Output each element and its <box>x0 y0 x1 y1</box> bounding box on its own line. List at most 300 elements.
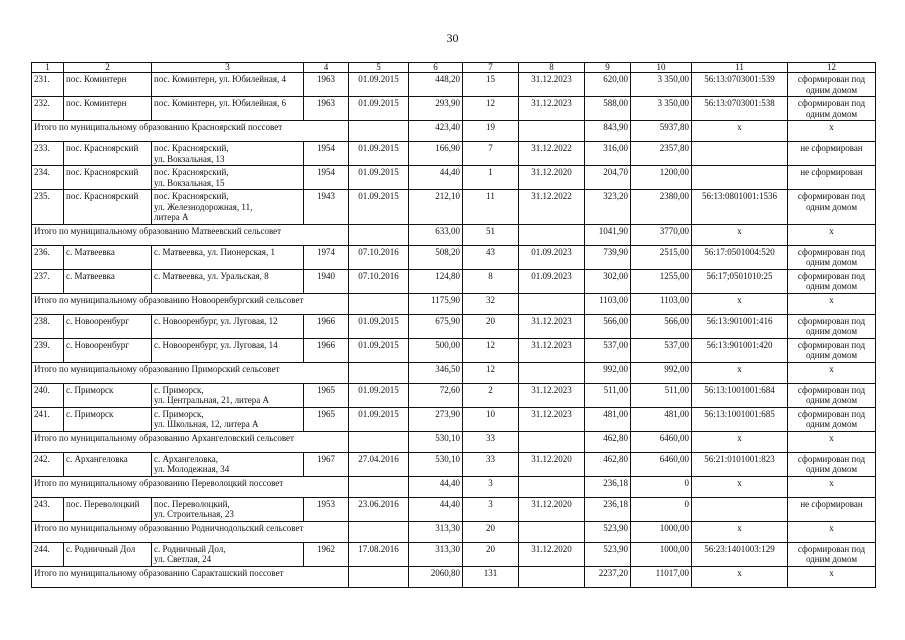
total-residents: 51 <box>463 224 519 245</box>
residents-count: 12 <box>463 97 519 121</box>
cadastre-number <box>692 166 788 190</box>
residents-count: 1 <box>463 166 519 190</box>
area-value: 530,10 <box>409 452 463 476</box>
land-status: не сформирован <box>788 142 876 166</box>
recognition-date: 27.04.2016 <box>349 452 409 476</box>
total-amount: 1103,00 <box>631 293 692 314</box>
area-value: 44,40 <box>409 497 463 521</box>
deadline-date: 31.12.2023 <box>519 314 585 338</box>
cadastre-number: 56:13:901001:420 <box>692 338 788 362</box>
settlement-name: пос. Красноярский <box>64 166 152 190</box>
total-residents: 12 <box>463 362 519 383</box>
column-number: 9 <box>585 63 631 73</box>
address-line: ул. Светлая, 24 <box>154 554 212 564</box>
address-line: с. Архангеловка, <box>154 453 218 464</box>
cost-value: 236,18 <box>585 497 631 521</box>
land-status: сформирован под одним домом <box>788 190 876 225</box>
settlement-name: пос. Красноярский <box>64 142 152 166</box>
total-cost: 523,90 <box>585 521 631 542</box>
row-number: 239. <box>32 338 64 362</box>
residents-count: 33 <box>463 452 519 476</box>
address-line: пос. Красноярский, <box>154 143 229 153</box>
total-status: х <box>788 431 876 452</box>
deadline-date: 31.12.2020 <box>519 452 585 476</box>
residents-count: 15 <box>463 73 519 97</box>
land-status: сформирован под одним домом <box>788 245 876 269</box>
empty-cell <box>519 362 585 383</box>
residents-count: 10 <box>463 407 519 431</box>
build-year: 1974 <box>304 245 349 269</box>
land-status: сформирован под одним домом <box>788 452 876 476</box>
settlement-name: с. Матвеевка <box>64 269 152 293</box>
table-row <box>32 269 876 293</box>
row-number: 240. <box>32 383 64 407</box>
amount-value: 511,00 <box>631 383 692 407</box>
row-number: 234. <box>32 166 64 190</box>
amount-value: 1255,00 <box>631 269 692 293</box>
residents-count: 3 <box>463 497 519 521</box>
page-number: 30 <box>446 31 459 45</box>
row-number: 237. <box>32 269 64 293</box>
total-row <box>32 476 876 497</box>
cost-value: 204,70 <box>585 166 631 190</box>
total-cadastre: х <box>692 224 788 245</box>
deadline-date: 01.09.2023 <box>519 245 585 269</box>
cost-value: 739,90 <box>585 245 631 269</box>
recognition-date: 01.09.2015 <box>349 338 409 362</box>
total-cost: 462,80 <box>585 431 631 452</box>
address-line: ул. Школьная, 12, литера А <box>154 419 259 429</box>
total-row <box>32 362 876 383</box>
column-number: 11 <box>692 63 788 73</box>
total-amount: 3770,00 <box>631 224 692 245</box>
cost-value: 523,90 <box>585 542 631 566</box>
build-year: 1965 <box>304 407 349 431</box>
residents-count: 43 <box>463 245 519 269</box>
total-status: х <box>788 476 876 497</box>
total-amount: 0 <box>631 476 692 497</box>
table-row <box>32 190 876 225</box>
address-cell <box>152 407 304 431</box>
table-row <box>32 338 876 362</box>
column-number: 7 <box>463 63 519 73</box>
cadastre-number: 56:17;0501010:25 <box>692 269 788 293</box>
deadline-date: 31.12.2020 <box>519 542 585 566</box>
amount-value: 1000,00 <box>631 542 692 566</box>
address-line: пос. Переволоцкий, <box>154 498 230 509</box>
cost-value: 588,00 <box>585 97 631 121</box>
row-number: 238. <box>32 314 64 338</box>
total-amount: 5937,80 <box>631 121 692 142</box>
deadline-date: 31.12.2023 <box>519 338 585 362</box>
row-number: 235. <box>32 190 64 225</box>
cost-value: 316,00 <box>585 142 631 166</box>
total-amount: 1000,00 <box>631 521 692 542</box>
address-cell <box>152 314 304 338</box>
address-cell <box>152 190 304 225</box>
total-cost: 1103,00 <box>585 293 631 314</box>
total-status: х <box>788 121 876 142</box>
recognition-date: 07.10.2016 <box>349 245 409 269</box>
table-row <box>32 166 876 190</box>
area-value: 273,90 <box>409 407 463 431</box>
deadline-date: 31.12.2023 <box>519 73 585 97</box>
total-row <box>32 121 876 142</box>
address-cell <box>152 269 304 293</box>
area-value: 313,30 <box>409 542 463 566</box>
amount-value: 2357,80 <box>631 142 692 166</box>
amount-value: 537,00 <box>631 338 692 362</box>
residents-count: 20 <box>463 314 519 338</box>
table-row <box>32 407 876 431</box>
build-year: 1966 <box>304 314 349 338</box>
total-cost: 1041,90 <box>585 224 631 245</box>
total-area: 2060,80 <box>409 566 463 587</box>
cost-value: 566,00 <box>585 314 631 338</box>
total-cost: 236,18 <box>585 476 631 497</box>
deadline-date: 31.12.2020 <box>519 166 585 190</box>
table-row <box>32 314 876 338</box>
cost-value: 620,00 <box>585 73 631 97</box>
address-line: с. Новооренбург, ул. Луговая, 14 <box>154 339 278 350</box>
address-line: пос. Красноярский, <box>154 191 229 201</box>
total-residents: 19 <box>463 121 519 142</box>
table-body <box>32 63 876 588</box>
column-number-row <box>32 63 876 73</box>
table-row <box>32 97 876 121</box>
total-label: Итого по муниципальному образованию Новооренбургский сельсовет <box>32 293 349 314</box>
total-area: 313,30 <box>409 521 463 542</box>
empty-cell <box>519 476 585 497</box>
table-row <box>32 452 876 476</box>
address-line: ул. Вокзальная, 13 <box>154 153 225 164</box>
column-number: 1 <box>32 63 64 73</box>
cost-value: 537,00 <box>585 338 631 362</box>
address-line: ул. Железнодорожная, 11, <box>154 201 253 212</box>
empty-cell <box>349 566 409 587</box>
address-line: пос. Коминтерн, ул. Юбилейная, 6 <box>154 98 286 108</box>
recognition-date: 17.08.2016 <box>349 542 409 566</box>
total-cadastre: х <box>692 476 788 497</box>
address-line: ул. Молодежная, 34 <box>154 464 230 474</box>
total-cadastre: х <box>692 521 788 542</box>
empty-cell <box>519 121 585 142</box>
address-line: с. Родничный Дол, <box>154 543 226 554</box>
column-number: 2 <box>64 63 152 73</box>
total-label: Итого по муниципальному образованию Приморский сельсовет <box>32 362 349 383</box>
table-row <box>32 497 876 521</box>
address-line: с. Приморск, <box>154 384 204 395</box>
build-year: 1966 <box>304 338 349 362</box>
settlement-name: с. Матвеевка <box>64 245 152 269</box>
total-status: х <box>788 566 876 587</box>
build-year: 1963 <box>304 97 349 121</box>
cadastre-number: 56:13:0703001:538 <box>692 97 788 121</box>
column-number: 6 <box>409 63 463 73</box>
build-year: 1954 <box>304 166 349 190</box>
row-number: 243. <box>32 497 64 521</box>
area-value: 212,10 <box>409 190 463 225</box>
row-number: 241. <box>32 407 64 431</box>
settlement-name: с. Приморск <box>64 407 152 431</box>
total-cadastre: х <box>692 566 788 587</box>
empty-cell <box>519 431 585 452</box>
recognition-date: 01.09.2015 <box>349 97 409 121</box>
total-label: Итого по муниципальному образованию Матвеевский сельсовет <box>32 224 349 245</box>
area-value: 448,20 <box>409 73 463 97</box>
total-label: Итого по муниципальному образованию Родничнодольский сельсовет <box>32 521 349 542</box>
empty-cell <box>519 224 585 245</box>
build-year: 1963 <box>304 73 349 97</box>
total-label: Итого по муниципальному образованию Красноярский поссовет <box>32 121 349 142</box>
cadastre-number: 56:13:1001001:685 <box>692 407 788 431</box>
address-line: ул. Вокзальная, 15 <box>154 177 225 188</box>
total-area: 633,00 <box>409 224 463 245</box>
empty-cell <box>519 293 585 314</box>
deadline-date: 31.12.2023 <box>519 383 585 407</box>
empty-cell <box>349 224 409 245</box>
row-number: 231. <box>32 73 64 97</box>
amount-value: 1200,00 <box>631 166 692 190</box>
area-value: 500,00 <box>409 338 463 362</box>
amount-value: 6460,00 <box>631 452 692 476</box>
row-number: 236. <box>32 245 64 269</box>
total-status: х <box>788 362 876 383</box>
total-cost: 2237,20 <box>585 566 631 587</box>
area-value: 508,20 <box>409 245 463 269</box>
address-cell <box>152 542 304 566</box>
total-amount: 11017,00 <box>631 566 692 587</box>
total-cadastre: х <box>692 362 788 383</box>
area-value: 72,60 <box>409 383 463 407</box>
empty-cell <box>349 521 409 542</box>
column-number: 10 <box>631 63 692 73</box>
row-number: 242. <box>32 452 64 476</box>
total-row <box>32 293 876 314</box>
address-cell <box>152 166 304 190</box>
total-amount: 6460,00 <box>631 431 692 452</box>
deadline-date: 31.12.2020 <box>519 497 585 521</box>
column-number: 5 <box>349 63 409 73</box>
build-year: 1967 <box>304 452 349 476</box>
address-line: ул. Строительная, 23 <box>154 509 234 519</box>
amount-value: 481,00 <box>631 407 692 431</box>
address-line: ул. Центральная, 21, литера А <box>154 395 270 405</box>
recognition-date: 01.09.2015 <box>349 73 409 97</box>
area-value: 675,90 <box>409 314 463 338</box>
land-status: сформирован под одним домом <box>788 542 876 566</box>
deadline-date: 31.12.2023 <box>519 407 585 431</box>
address-line: пос. Коминтерн, ул. Юбилейная, 4 <box>154 74 286 84</box>
area-value: 44,40 <box>409 166 463 190</box>
cost-value: 323,20 <box>585 190 631 225</box>
build-year: 1962 <box>304 542 349 566</box>
settlement-name: пос. Коминтерн <box>64 97 152 121</box>
cadastre-number: 56:13:0703001:539 <box>692 73 788 97</box>
residents-count: 11 <box>463 190 519 225</box>
address-line: с. Приморск, <box>154 408 204 419</box>
total-label: Итого по муниципальному образованию Саракташский поссовет <box>32 566 349 587</box>
cost-value: 302,00 <box>585 269 631 293</box>
build-year: 1965 <box>304 383 349 407</box>
recognition-date: 01.09.2015 <box>349 383 409 407</box>
address-line: с. Матвеевка, ул. Уральская, 8 <box>154 270 269 281</box>
deadline-date: 31.12.2022 <box>519 142 585 166</box>
empty-cell <box>519 521 585 542</box>
housing-register-table <box>31 62 876 588</box>
amount-value: 3 350,00 <box>631 73 692 97</box>
address-cell <box>152 245 304 269</box>
build-year: 1954 <box>304 142 349 166</box>
cost-value: 511,00 <box>585 383 631 407</box>
total-amount: 992,00 <box>631 362 692 383</box>
column-number: 12 <box>788 63 876 73</box>
amount-value: 566,00 <box>631 314 692 338</box>
total-label: Итого по муниципальному образованию Архангеловский сельсовет <box>32 431 349 452</box>
recognition-date: 01.09.2015 <box>349 142 409 166</box>
settlement-name: с. Родничный Дол <box>64 542 152 566</box>
address-cell <box>152 383 304 407</box>
settlement-name: с. Приморск <box>64 383 152 407</box>
cadastre-number: 56:17:0501004:520 <box>692 245 788 269</box>
settlement-name: с. Архангеловка <box>64 452 152 476</box>
total-area: 1175,90 <box>409 293 463 314</box>
recognition-date: 01.09.2015 <box>349 166 409 190</box>
build-year: 1953 <box>304 497 349 521</box>
land-status: сформирован под одним домом <box>788 269 876 293</box>
empty-cell <box>349 293 409 314</box>
cadastre-number: 56:21:0101001:823 <box>692 452 788 476</box>
area-value: 293,90 <box>409 97 463 121</box>
land-status: не сформирован <box>788 497 876 521</box>
address-line: с. Новооренбург, ул. Луговая, 12 <box>154 315 278 326</box>
total-cadastre: х <box>692 121 788 142</box>
total-cost: 992,00 <box>585 362 631 383</box>
address-line: литера А <box>154 212 189 222</box>
total-row <box>32 224 876 245</box>
cost-value: 481,00 <box>585 407 631 431</box>
total-residents: 3 <box>463 476 519 497</box>
recognition-date: 01.09.2015 <box>349 314 409 338</box>
land-status: не сформирован <box>788 166 876 190</box>
total-residents: 131 <box>463 566 519 587</box>
address-line: пос. Красноярский, <box>154 167 229 177</box>
land-status: сформирован под одним домом <box>788 314 876 338</box>
column-number: 8 <box>519 63 585 73</box>
table-row <box>32 142 876 166</box>
address-cell <box>152 497 304 521</box>
column-number: 4 <box>304 63 349 73</box>
area-value: 124,80 <box>409 269 463 293</box>
total-area: 530,10 <box>409 431 463 452</box>
residents-count: 7 <box>463 142 519 166</box>
empty-cell <box>349 476 409 497</box>
land-status: сформирован под одним домом <box>788 97 876 121</box>
recognition-date: 23.06.2016 <box>349 497 409 521</box>
amount-value: 2380,00 <box>631 190 692 225</box>
cadastre-number: 56:13:1001001:684 <box>692 383 788 407</box>
amount-value: 3 350,00 <box>631 97 692 121</box>
settlement-name: пос. Красноярский <box>64 190 152 225</box>
area-value: 166,90 <box>409 142 463 166</box>
empty-cell <box>349 362 409 383</box>
settlement-name: с. Новооренбург <box>64 338 152 362</box>
land-status: сформирован под одним домом <box>788 73 876 97</box>
deadline-date: 31.12.2022 <box>519 190 585 225</box>
total-row <box>32 566 876 587</box>
settlement-name: с. Новооренбург <box>64 314 152 338</box>
cost-value: 462,80 <box>585 452 631 476</box>
address-line: с. Матвеевка, ул. Пионерская, 1 <box>154 246 275 257</box>
build-year: 1940 <box>304 269 349 293</box>
cadastre-number: 56:13:901001:416 <box>692 314 788 338</box>
table-row <box>32 73 876 97</box>
settlement-name: пос. Коминтерн <box>64 73 152 97</box>
residents-count: 20 <box>463 542 519 566</box>
land-status: сформирован под одним домом <box>788 383 876 407</box>
row-number: 233. <box>32 142 64 166</box>
build-year: 1943 <box>304 190 349 225</box>
total-cost: 843,90 <box>585 121 631 142</box>
total-status: х <box>788 293 876 314</box>
empty-cell <box>349 431 409 452</box>
total-row <box>32 431 876 452</box>
deadline-date: 01.09.2023 <box>519 269 585 293</box>
recognition-date: 01.09.2015 <box>349 190 409 225</box>
empty-cell <box>519 566 585 587</box>
total-residents: 20 <box>463 521 519 542</box>
amount-value: 2515,00 <box>631 245 692 269</box>
row-number: 232. <box>32 97 64 121</box>
cadastre-number: 56:13:0801001:1536 <box>692 190 788 225</box>
total-cadastre: х <box>692 293 788 314</box>
empty-cell <box>349 121 409 142</box>
total-area: 44,40 <box>409 476 463 497</box>
residents-count: 8 <box>463 269 519 293</box>
total-area: 346,50 <box>409 362 463 383</box>
cadastre-number: 56:23:1401003:129 <box>692 542 788 566</box>
recognition-date: 01.09.2015 <box>349 407 409 431</box>
cadastre-number <box>692 142 788 166</box>
land-status: сформирован под одним домом <box>788 338 876 362</box>
land-status: сформирован под одним домом <box>788 407 876 431</box>
deadline-date: 31.12.2023 <box>519 97 585 121</box>
total-label: Итого по муниципальному образованию Переволоцкий поссовет <box>32 476 349 497</box>
total-residents: 32 <box>463 293 519 314</box>
address-cell <box>152 452 304 476</box>
amount-value: 0 <box>631 497 692 521</box>
settlement-name: пос. Переволоцкий <box>64 497 152 521</box>
table-row <box>32 383 876 407</box>
total-cadastre: х <box>692 431 788 452</box>
total-status: х <box>788 521 876 542</box>
address-cell <box>152 73 304 97</box>
table-row <box>32 245 876 269</box>
total-residents: 33 <box>463 431 519 452</box>
total-area: 423,40 <box>409 121 463 142</box>
column-number: 3 <box>152 63 304 73</box>
address-cell <box>152 97 304 121</box>
row-number: 244. <box>32 542 64 566</box>
total-status: х <box>788 224 876 245</box>
address-cell <box>152 142 304 166</box>
residents-count: 12 <box>463 338 519 362</box>
cadastre-number <box>692 497 788 521</box>
table-row <box>32 542 876 566</box>
address-cell <box>152 338 304 362</box>
total-row <box>32 521 876 542</box>
residents-count: 2 <box>463 383 519 407</box>
